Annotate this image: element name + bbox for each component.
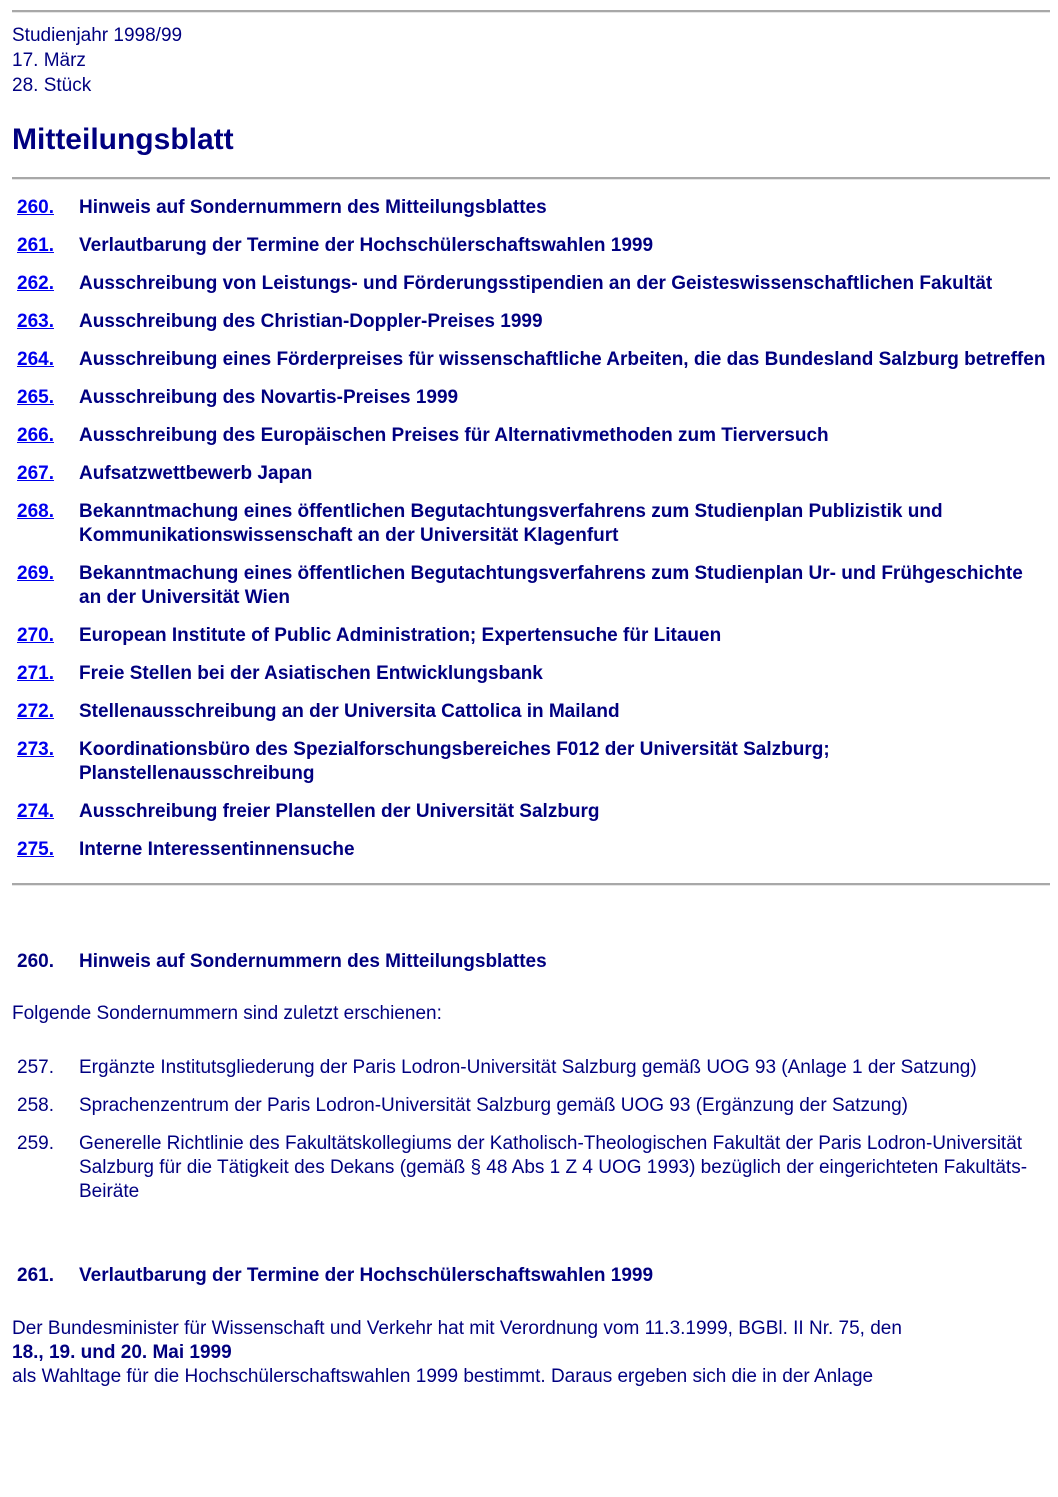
toc-entry-link[interactable]: 275. — [17, 839, 54, 860]
election-dates — [12, 1341, 1050, 1365]
toc-entry — [12, 824, 1050, 862]
toc-entry-link[interactable]: 261. — [17, 235, 54, 256]
toc-entry-title: Hinweis auf Sondernummern des Mitteilungsblattes — [79, 197, 547, 218]
toc-entry-link[interactable]: 267. — [17, 463, 54, 484]
toc-entry — [12, 786, 1050, 824]
toc-entry-link[interactable]: 271. — [17, 663, 54, 684]
section-260-intro: Folgende Sondernummern sind zuletzt erschienen: — [12, 1003, 442, 1024]
toc-entry-title: Ausschreibung von Leistungs- und Förderungsstipendien an der Geisteswissenschaftlichen Fakultät — [79, 273, 993, 294]
section-261-body — [12, 1317, 1050, 1389]
list-item-number: 259. — [17, 1133, 54, 1154]
election-dates-text: 18., 19. und 20. Mai 1999 — [12, 1342, 232, 1363]
toc-entry — [12, 334, 1050, 372]
toc-entry — [12, 486, 1050, 548]
toc-entry-link[interactable]: 269. — [17, 563, 54, 584]
special-issue-list — [12, 1056, 1050, 1204]
toc-entry — [12, 724, 1050, 786]
toc-entry-title: Ausschreibung eines Förderpreises für wissenschaftliche Arbeiten, die das Bundesland Salzburg betreffen — [79, 349, 1046, 370]
toc-entry-link[interactable]: 268. — [17, 501, 54, 522]
toc-entry-title: Freie Stellen bei der Asiatischen Entwicklungsbank — [79, 663, 543, 684]
toc-entry-title: European Institute of Public Administration; Expertensuche für Litauen — [79, 625, 722, 646]
body-line: als Wahltage für die Hochschülerschaftswahlen 1999 bestimmt. Daraus ergeben sich die in der Anlage — [12, 1366, 874, 1387]
toc-entry-title: Koordinationsbüro des Spezialforschungsbereiches F012 der Universität Salzburg; Planstellenausschreibung — [79, 739, 830, 784]
issue-number: 28. Stück — [12, 75, 92, 96]
toc-entry-title: Aufsatzwettbewerb Japan — [79, 463, 313, 484]
toc-entry-title: Bekanntmachung eines öffentlichen Begutachtungsverfahrens zum Studienplan Publizistik und Kommunikationswissenschaft an der Universität Klagenfurt — [79, 501, 943, 546]
list-item — [12, 1056, 1050, 1080]
toc-entry — [12, 410, 1050, 448]
toc-entry-title: Interne Interessentinnensuche — [79, 839, 355, 860]
section-number: 261. — [17, 1265, 54, 1286]
list-item-text: Ergänzte Institutsgliederung der Paris Lodron-Universität Salzburg gemäß UOG 93 (Anlage 1 der Satzung) — [79, 1057, 977, 1078]
toc-entry-title: Ausschreibung des Europäischen Preises für Alternativmethoden zum Tierversuch — [79, 425, 829, 446]
toc-entry — [12, 610, 1050, 648]
toc-entry-link[interactable]: 265. — [17, 387, 54, 408]
toc-entry-link[interactable]: 274. — [17, 801, 54, 822]
toc-entry-title: Ausschreibung des Christian-Doppler-Preises 1999 — [79, 311, 543, 332]
toc-entry — [12, 220, 1050, 258]
toc-entry-title: Stellenausschreibung an der Universita Cattolica in Mailand — [79, 701, 620, 722]
toc-entry — [12, 448, 1050, 486]
list-item — [12, 1118, 1050, 1204]
toc-entry — [12, 648, 1050, 686]
toc-entry-link[interactable]: 272. — [17, 701, 54, 722]
section-261-heading — [12, 1264, 1050, 1288]
list-item — [12, 1080, 1050, 1118]
page-title: Mitteilungsblatt — [12, 123, 234, 156]
body-line: Der Bundesminister für Wissenschaft und Verkehr hat mit Verordnung vom 11.3.1999, BGBl. II Nr. 75, den — [12, 1318, 902, 1339]
toc-entry-link[interactable]: 263. — [17, 311, 54, 332]
toc-entry — [12, 258, 1050, 296]
academic-year: Studienjahr 1998/99 — [12, 25, 183, 46]
toc-entry-link[interactable]: 262. — [17, 273, 54, 294]
section-title: Verlautbarung der Termine der Hochschülerschaftswahlen 1999 — [79, 1265, 654, 1286]
toc-entry-title: Bekanntmachung eines öffentlichen Begutachtungsverfahrens zum Studienplan Ur- und Frühgeschichte an der Universität Wien — [79, 563, 1023, 608]
list-item-number: 257. — [17, 1057, 54, 1078]
table-of-contents — [12, 196, 1050, 862]
toc-entry — [12, 296, 1050, 334]
list-item-text: Sprachenzentrum der Paris Lodron-Universität Salzburg gemäß UOG 93 (Ergänzung der Satzung) — [79, 1095, 909, 1116]
toc-entry-link[interactable]: 266. — [17, 425, 54, 446]
list-item-text: Generelle Richtlinie des Fakultätskollegiums der Katholisch-Theologischen Fakultät der Paris Lodron-Universität Salzburg für die Tätigkeit des Dekans (gemäß § 48 Abs 1 Z 4 UOG 1993) bezüglich der eingerichteten Fakultäts-Beiräte — [79, 1133, 1028, 1202]
toc-entry-link[interactable]: 264. — [17, 349, 54, 370]
toc-entry-title: Ausschreibung des Novartis-Preises 1999 — [79, 387, 459, 408]
section-number: 260. — [17, 951, 54, 972]
toc-entry-title: Ausschreibung freier Planstellen der Universität Salzburg — [79, 801, 600, 822]
toc-entry-link[interactable]: 260. — [17, 197, 54, 218]
toc-entry-link[interactable]: 270. — [17, 625, 54, 646]
toc-entry-title: Verlautbarung der Termine der Hochschülerschaftswahlen 1999 — [79, 235, 654, 256]
issue-date: 17. März — [12, 50, 86, 71]
section-title: Hinweis auf Sondernummern des Mitteilungsblattes — [79, 951, 547, 972]
toc-entry — [12, 548, 1050, 610]
toc-entry-link[interactable]: 273. — [17, 739, 54, 760]
list-item-number: 258. — [17, 1095, 54, 1116]
section-260-heading — [12, 950, 1050, 974]
toc-entry — [12, 196, 1050, 220]
issue-meta — [12, 23, 1050, 98]
toc-entry — [12, 686, 1050, 724]
document-page — [12, 0, 1050, 1389]
toc-entry — [12, 372, 1050, 410]
